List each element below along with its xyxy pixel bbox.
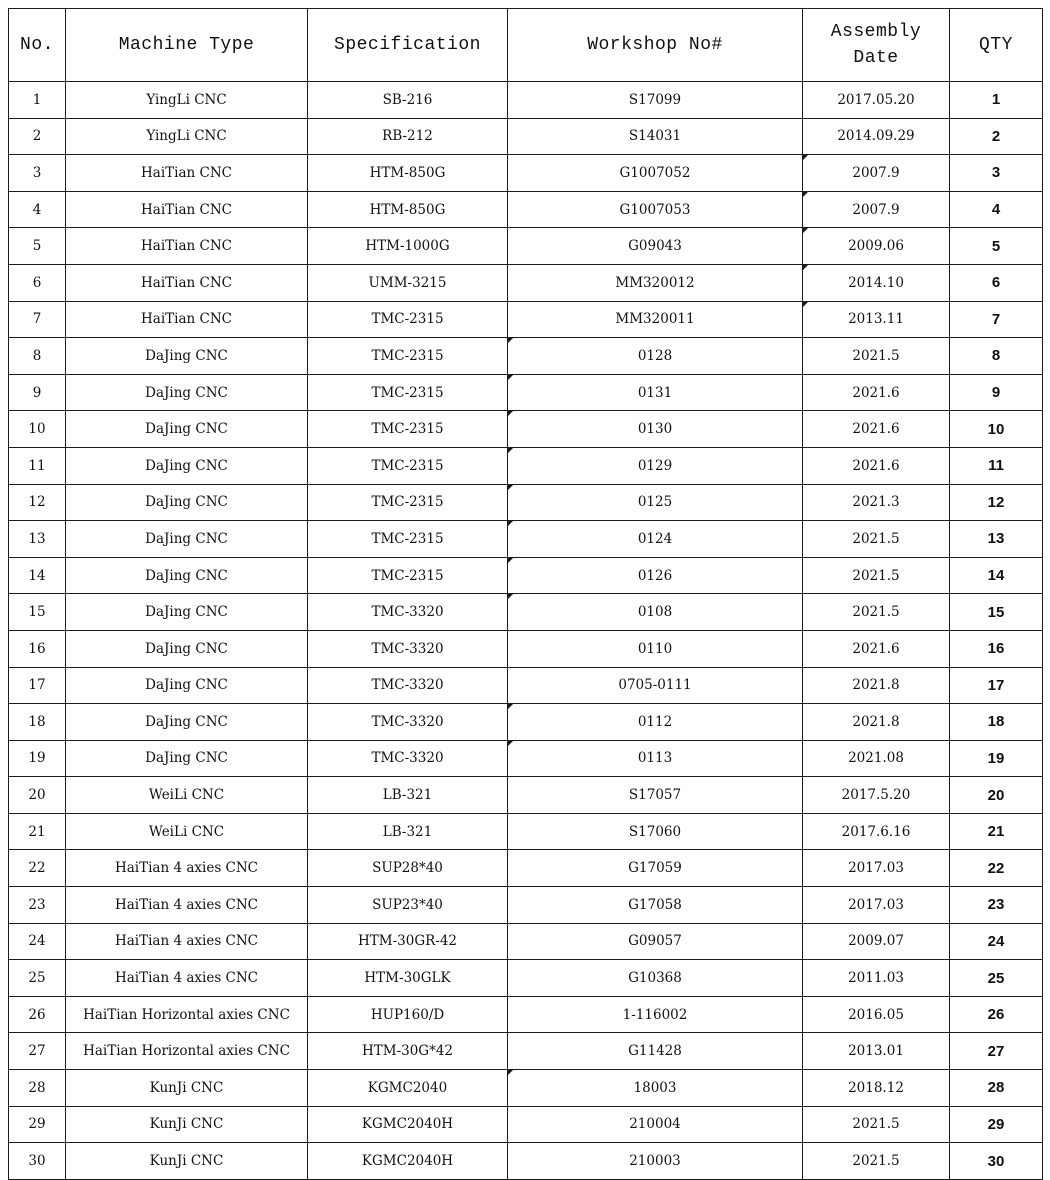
cell-machine-type: HaiTian CNC xyxy=(66,264,308,301)
cell-qty: 8 xyxy=(950,338,1043,375)
cell-workshop-no: 0130 xyxy=(508,411,803,448)
cell-specification: KGMC2040H xyxy=(308,1106,508,1143)
cell-specification: TMC-2315 xyxy=(308,521,508,558)
cell-machine-type: WeiLi CNC xyxy=(66,813,308,850)
cell-machine-type: DaJing CNC xyxy=(66,521,308,558)
cell-qty: 24 xyxy=(950,923,1043,960)
cell-workshop-no: S17057 xyxy=(508,777,803,814)
cell-no: 10 xyxy=(9,411,66,448)
table-row xyxy=(9,447,1043,484)
table-row xyxy=(9,155,1043,192)
cell-assembly-date: 2009.07 xyxy=(803,923,950,960)
table-body xyxy=(9,82,1043,1180)
cell-workshop-no: 0112 xyxy=(508,704,803,741)
header-specification: Specification xyxy=(308,9,508,82)
cell-workshop-no: 0125 xyxy=(508,484,803,521)
header-workshop-no: Workshop No# xyxy=(508,9,803,82)
table-row xyxy=(9,704,1043,741)
cell-specification: UMM-3215 xyxy=(308,264,508,301)
cell-no: 13 xyxy=(9,521,66,558)
cell-qty: 23 xyxy=(950,887,1043,924)
cell-no: 4 xyxy=(9,191,66,228)
cell-workshop-no: 18003 xyxy=(508,1070,803,1107)
cell-assembly-date: 2018.12 xyxy=(803,1070,950,1107)
cell-workshop-no: 210004 xyxy=(508,1106,803,1143)
cell-assembly-date: 2021.8 xyxy=(803,667,950,704)
cell-qty: 12 xyxy=(950,484,1043,521)
cell-machine-type: DaJing CNC xyxy=(66,411,308,448)
cell-machine-type: DaJing CNC xyxy=(66,740,308,777)
cell-machine-type: HaiTian Horizontal axies CNC xyxy=(66,1033,308,1070)
cell-workshop-no: 0110 xyxy=(508,630,803,667)
table-row xyxy=(9,777,1043,814)
cell-machine-type: DaJing CNC xyxy=(66,338,308,375)
cell-specification: SUP28*40 xyxy=(308,850,508,887)
cell-qty: 6 xyxy=(950,264,1043,301)
cell-workshop-no: G09057 xyxy=(508,923,803,960)
cell-specification: HUP160/D xyxy=(308,996,508,1033)
cell-no: 8 xyxy=(9,338,66,375)
cell-assembly-date: 2021.6 xyxy=(803,411,950,448)
cell-workshop-no: 0705-0111 xyxy=(508,667,803,704)
cell-assembly-date: 2021.5 xyxy=(803,557,950,594)
cell-workshop-no: S14031 xyxy=(508,118,803,155)
cell-no: 28 xyxy=(9,1070,66,1107)
cell-no: 30 xyxy=(9,1143,66,1180)
cell-specification: RB-212 xyxy=(308,118,508,155)
cell-workshop-no: G17059 xyxy=(508,850,803,887)
cell-qty: 11 xyxy=(950,447,1043,484)
cell-workshop-no: S17099 xyxy=(508,82,803,119)
table-row xyxy=(9,1070,1043,1107)
cell-assembly-date: 2021.08 xyxy=(803,740,950,777)
cell-workshop-no: 0131 xyxy=(508,374,803,411)
cell-qty: 19 xyxy=(950,740,1043,777)
cell-workshop-no: S17060 xyxy=(508,813,803,850)
cell-no: 2 xyxy=(9,118,66,155)
cell-machine-type: DaJing CNC xyxy=(66,484,308,521)
table-row xyxy=(9,228,1043,265)
cell-specification: TMC-3320 xyxy=(308,594,508,631)
cell-no: 6 xyxy=(9,264,66,301)
cell-workshop-no: G17058 xyxy=(508,887,803,924)
cell-assembly-date: 2021.6 xyxy=(803,630,950,667)
cell-no: 19 xyxy=(9,740,66,777)
table-row xyxy=(9,923,1043,960)
cell-machine-type: DaJing CNC xyxy=(66,630,308,667)
cell-assembly-date: 2021.3 xyxy=(803,484,950,521)
cell-assembly-date: 2021.5 xyxy=(803,338,950,375)
cell-no: 3 xyxy=(9,155,66,192)
cell-machine-type: YingLi CNC xyxy=(66,118,308,155)
cell-specification: KGMC2040H xyxy=(308,1143,508,1180)
cell-qty: 26 xyxy=(950,996,1043,1033)
cell-assembly-date: 2017.03 xyxy=(803,887,950,924)
table-row xyxy=(9,594,1043,631)
cell-machine-type: DaJing CNC xyxy=(66,704,308,741)
cell-machine-type: KunJi CNC xyxy=(66,1143,308,1180)
cell-specification: TMC-2315 xyxy=(308,374,508,411)
header-qty: QTY xyxy=(950,9,1043,82)
cell-no: 24 xyxy=(9,923,66,960)
cell-specification: TMC-2315 xyxy=(308,484,508,521)
table-row xyxy=(9,264,1043,301)
table-row xyxy=(9,191,1043,228)
table-row xyxy=(9,338,1043,375)
cell-assembly-date: 2021.5 xyxy=(803,1106,950,1143)
cell-specification: TMC-2315 xyxy=(308,411,508,448)
table-row xyxy=(9,813,1043,850)
cell-machine-type: WeiLi CNC xyxy=(66,777,308,814)
cell-specification: TMC-3320 xyxy=(308,704,508,741)
cell-specification: HTM-30GR-42 xyxy=(308,923,508,960)
cell-assembly-date: 2021.5 xyxy=(803,594,950,631)
cell-workshop-no: G1007052 xyxy=(508,155,803,192)
cell-assembly-date: 2021.5 xyxy=(803,521,950,558)
cell-machine-type: KunJi CNC xyxy=(66,1070,308,1107)
cell-specification: TMC-3320 xyxy=(308,630,508,667)
cell-no: 26 xyxy=(9,996,66,1033)
cell-workshop-no: 210003 xyxy=(508,1143,803,1180)
cell-specification: TMC-2315 xyxy=(308,338,508,375)
cell-qty: 18 xyxy=(950,704,1043,741)
cell-qty: 25 xyxy=(950,960,1043,997)
cell-workshop-no: G10368 xyxy=(508,960,803,997)
cell-qty: 22 xyxy=(950,850,1043,887)
cell-machine-type: DaJing CNC xyxy=(66,557,308,594)
cell-assembly-date: 2014.10 xyxy=(803,264,950,301)
cell-qty: 17 xyxy=(950,667,1043,704)
cell-workshop-no: 0129 xyxy=(508,447,803,484)
table-row xyxy=(9,82,1043,119)
cell-machine-type: HaiTian 4 axies CNC xyxy=(66,960,308,997)
table-row xyxy=(9,850,1043,887)
cell-assembly-date: 2007.9 xyxy=(803,191,950,228)
cell-assembly-date: 2017.6.16 xyxy=(803,813,950,850)
table-row xyxy=(9,118,1043,155)
cell-no: 18 xyxy=(9,704,66,741)
cell-no: 14 xyxy=(9,557,66,594)
table-row xyxy=(9,1033,1043,1070)
cell-machine-type: HaiTian 4 axies CNC xyxy=(66,923,308,960)
table-row xyxy=(9,301,1043,338)
cell-qty: 2 xyxy=(950,118,1043,155)
table-row xyxy=(9,667,1043,704)
cell-workshop-no: 0128 xyxy=(508,338,803,375)
header-row xyxy=(9,9,1043,82)
cell-assembly-date: 2021.5 xyxy=(803,1143,950,1180)
header-machine-type: Machine Type xyxy=(66,9,308,82)
cell-qty: 30 xyxy=(950,1143,1043,1180)
cell-workshop-no: MM320011 xyxy=(508,301,803,338)
cell-no: 5 xyxy=(9,228,66,265)
cell-workshop-no: 0108 xyxy=(508,594,803,631)
cell-machine-type: HaiTian CNC xyxy=(66,191,308,228)
cell-qty: 21 xyxy=(950,813,1043,850)
cell-machine-type: KunJi CNC xyxy=(66,1106,308,1143)
cell-assembly-date: 2021.6 xyxy=(803,374,950,411)
table-row xyxy=(9,1143,1043,1180)
cell-assembly-date: 2016.05 xyxy=(803,996,950,1033)
cell-qty: 15 xyxy=(950,594,1043,631)
cell-specification: TMC-3320 xyxy=(308,740,508,777)
cell-assembly-date: 2013.01 xyxy=(803,1033,950,1070)
cell-specification: KGMC2040 xyxy=(308,1070,508,1107)
cell-qty: 14 xyxy=(950,557,1043,594)
cell-no: 9 xyxy=(9,374,66,411)
header-no: No. xyxy=(9,9,66,82)
cell-specification: HTM-1000G xyxy=(308,228,508,265)
header-assembly-date: Assembly Date xyxy=(803,9,950,82)
cell-machine-type: HaiTian CNC xyxy=(66,301,308,338)
cell-qty: 27 xyxy=(950,1033,1043,1070)
cell-machine-type: HaiTian 4 axies CNC xyxy=(66,887,308,924)
cell-assembly-date: 2017.03 xyxy=(803,850,950,887)
cell-specification: TMC-2315 xyxy=(308,301,508,338)
cell-machine-type: DaJing CNC xyxy=(66,667,308,704)
cell-machine-type: HaiTian 4 axies CNC xyxy=(66,850,308,887)
cell-qty: 16 xyxy=(950,630,1043,667)
cell-qty: 13 xyxy=(950,521,1043,558)
cell-workshop-no: MM320012 xyxy=(508,264,803,301)
cell-specification: TMC-2315 xyxy=(308,557,508,594)
table-row xyxy=(9,996,1043,1033)
cell-qty: 7 xyxy=(950,301,1043,338)
cell-no: 27 xyxy=(9,1033,66,1070)
table-row xyxy=(9,887,1043,924)
cell-no: 17 xyxy=(9,667,66,704)
cell-machine-type: YingLi CNC xyxy=(66,82,308,119)
cell-workshop-no: 0124 xyxy=(508,521,803,558)
table-row xyxy=(9,557,1043,594)
cell-workshop-no: 0126 xyxy=(508,557,803,594)
cell-qty: 3 xyxy=(950,155,1043,192)
cell-workshop-no: G09043 xyxy=(508,228,803,265)
cell-specification: LB-321 xyxy=(308,813,508,850)
cell-no: 7 xyxy=(9,301,66,338)
cell-specification: HTM-30GLK xyxy=(308,960,508,997)
cell-no: 29 xyxy=(9,1106,66,1143)
cell-no: 11 xyxy=(9,447,66,484)
cell-no: 21 xyxy=(9,813,66,850)
cell-specification: SB-216 xyxy=(308,82,508,119)
cell-workshop-no: G11428 xyxy=(508,1033,803,1070)
cell-assembly-date: 2021.8 xyxy=(803,704,950,741)
cell-no: 12 xyxy=(9,484,66,521)
cell-no: 22 xyxy=(9,850,66,887)
machine-list-table xyxy=(8,8,1043,1180)
cell-machine-type: HaiTian CNC xyxy=(66,155,308,192)
table-row xyxy=(9,521,1043,558)
cell-machine-type: DaJing CNC xyxy=(66,594,308,631)
cell-qty: 1 xyxy=(950,82,1043,119)
cell-no: 23 xyxy=(9,887,66,924)
cell-qty: 29 xyxy=(950,1106,1043,1143)
table-row xyxy=(9,484,1043,521)
cell-machine-type: DaJing CNC xyxy=(66,447,308,484)
cell-specification: HTM-30G*42 xyxy=(308,1033,508,1070)
cell-specification: HTM-850G xyxy=(308,191,508,228)
cell-assembly-date: 2014.09.29 xyxy=(803,118,950,155)
cell-qty: 9 xyxy=(950,374,1043,411)
cell-assembly-date: 2017.5.20 xyxy=(803,777,950,814)
cell-specification: TMC-2315 xyxy=(308,447,508,484)
cell-specification: HTM-850G xyxy=(308,155,508,192)
cell-no: 1 xyxy=(9,82,66,119)
cell-specification: TMC-3320 xyxy=(308,667,508,704)
table-row xyxy=(9,960,1043,997)
cell-no: 15 xyxy=(9,594,66,631)
cell-qty: 10 xyxy=(950,411,1043,448)
cell-no: 16 xyxy=(9,630,66,667)
cell-assembly-date: 2007.9 xyxy=(803,155,950,192)
cell-no: 20 xyxy=(9,777,66,814)
cell-workshop-no: 1-116002 xyxy=(508,996,803,1033)
cell-assembly-date: 2021.6 xyxy=(803,447,950,484)
table-header xyxy=(9,9,1043,82)
table-row xyxy=(9,1106,1043,1143)
cell-no: 25 xyxy=(9,960,66,997)
cell-specification: LB-321 xyxy=(308,777,508,814)
cell-qty: 28 xyxy=(950,1070,1043,1107)
cell-machine-type: DaJing CNC xyxy=(66,374,308,411)
cell-qty: 5 xyxy=(950,228,1043,265)
cell-machine-type: HaiTian Horizontal axies CNC xyxy=(66,996,308,1033)
cell-assembly-date: 2011.03 xyxy=(803,960,950,997)
table-row xyxy=(9,374,1043,411)
cell-machine-type: HaiTian CNC xyxy=(66,228,308,265)
cell-qty: 4 xyxy=(950,191,1043,228)
table-row xyxy=(9,411,1043,448)
cell-specification: SUP23*40 xyxy=(308,887,508,924)
table-row xyxy=(9,630,1043,667)
table-row xyxy=(9,740,1043,777)
cell-qty: 20 xyxy=(950,777,1043,814)
cell-assembly-date: 2013.11 xyxy=(803,301,950,338)
cell-assembly-date: 2009.06 xyxy=(803,228,950,265)
cell-workshop-no: G1007053 xyxy=(508,191,803,228)
cell-workshop-no: 0113 xyxy=(508,740,803,777)
cell-assembly-date: 2017.05.20 xyxy=(803,82,950,119)
